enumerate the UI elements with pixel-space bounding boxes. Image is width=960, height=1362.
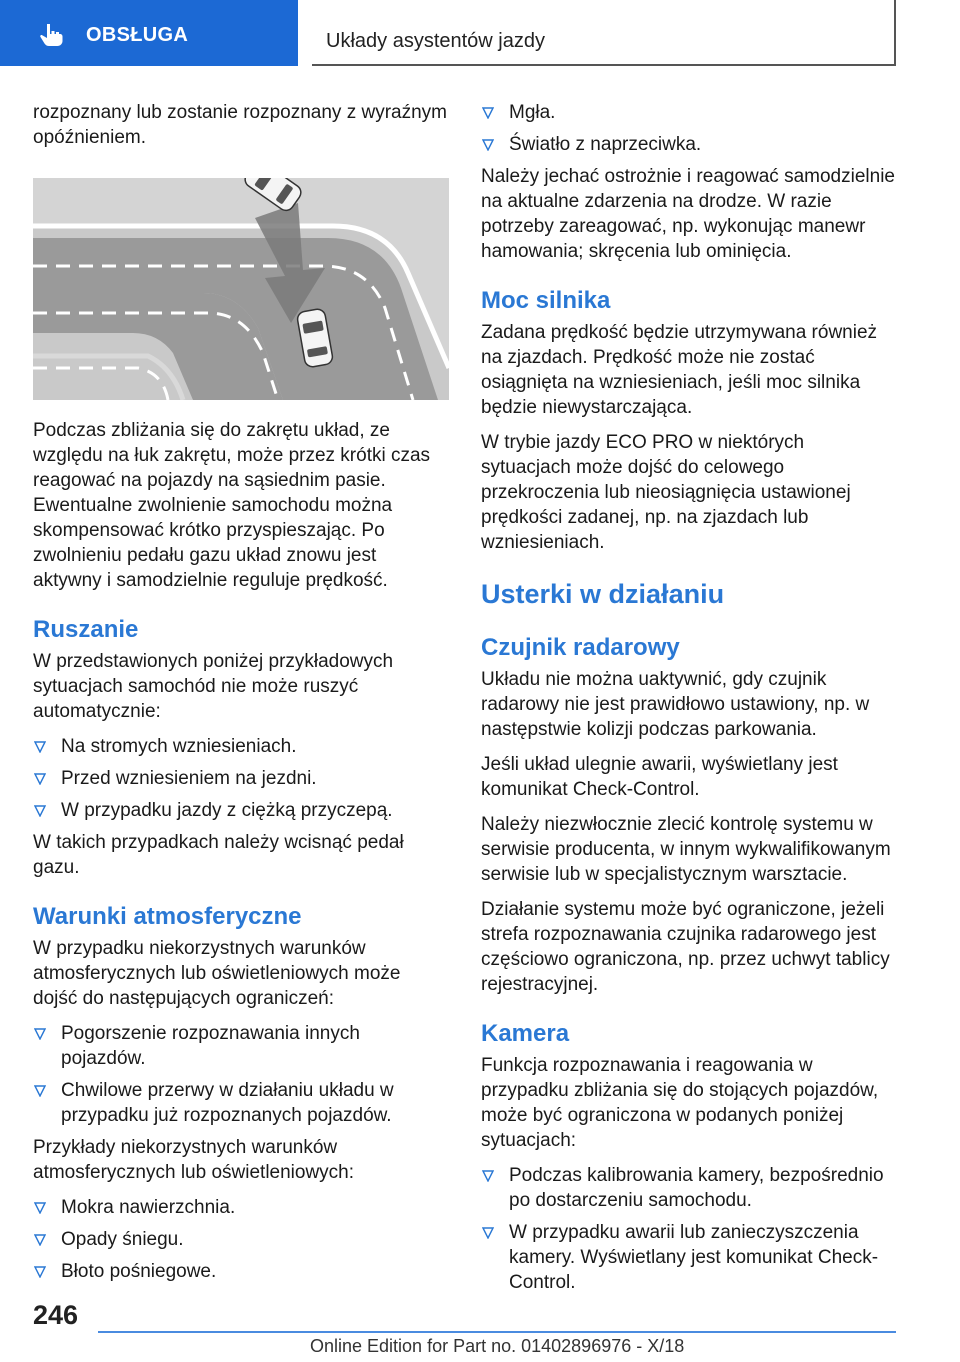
section-tab[interactable]: [0, 0, 298, 66]
triangle-bullet-icon: [34, 1266, 46, 1278]
bullet-list: [33, 734, 449, 823]
triangle-bullet-icon: [34, 1085, 46, 1097]
list-item: Światło z naprzeciwka.: [481, 132, 897, 157]
triangle-bullet-icon: [482, 1227, 494, 1239]
paragraph: W takich przypadkach należy wcisnąć pedał gazu.: [33, 832, 404, 878]
list-item: W przypadku awarii lub zanieczyszczenia kamery. Wyświetlany jest komunikat Check-Control.: [481, 1220, 897, 1295]
bullet-list: [481, 1163, 897, 1295]
curve-road-illustration: [33, 178, 449, 400]
footer-divider: [98, 1331, 896, 1333]
bullet-list: [33, 1021, 449, 1128]
bullet-list: [33, 1195, 449, 1284]
edition-note: Online Edition for Part no. 01402896976 - X/18: [310, 1336, 685, 1356]
triangle-bullet-icon: [34, 741, 46, 753]
paragraph: rozpoznany lub zostanie rozpoznany z wyraźnym opóźnieniem.: [33, 102, 447, 148]
paragraph: W przedstawionych poniżej przykładowych sytuacjach samochód nie może ruszyć automatycznie:: [33, 651, 394, 722]
heading-ruszanie: Ruszanie: [33, 616, 139, 643]
bullet-list: [481, 100, 897, 157]
paragraph: Należy jechać ostrożnie i reagować samodzielnie na aktualne zdarzenia na drodze. W razie potrzeby zareagować, np. wykonując manewr hamowania; skręcenia lub ominięcia.: [481, 166, 895, 262]
paragraph: W przypadku niekorzystnych warunków atmosferycznych lub oświetleniowych może dojść do następujących ograniczeń:: [33, 938, 401, 1009]
triangle-bullet-icon: [34, 1028, 46, 1040]
chapter-header: [312, 0, 896, 66]
triangle-bullet-icon: [34, 773, 46, 785]
paragraph: Działanie systemu może być ograniczone, jeżeli strefa rozpoznawania czujnika radarowego jest częściowo ograniczona, np. przez uchwyt tablicy rejestracyjnej.: [481, 899, 890, 995]
paragraph: Funkcja rozpoznawania i reagowania w przypadku zbliżania się do stojących pojazdów, może być ograniczona w podanych poniżej sytuacjach:: [481, 1055, 879, 1151]
paragraph: Podczas zbliżania się do zakrętu układ, ze względu na łuk zakrętu, może przez krótki czas reagować na pojazdy na sąsiednim pasie. Ewentualne zwolnienie samochodu można skompensować krótko przyspieszając. Po zwolnieniu pedału gazu układ znowu jest aktywny i samodzielnie reguluje prędkość.: [33, 420, 431, 591]
list-item: Na stromych wzniesieniach.: [33, 734, 449, 759]
paragraph: Zadana prędkość będzie utrzymywana również na zjazdach. Prędkość może nie zostać osiągnięta na wzniesieniach, jeśli moc silnika będzie niewystarczająca.: [481, 322, 878, 418]
list-item: Mokra nawierzchnia.: [33, 1195, 449, 1220]
triangle-bullet-icon: [34, 805, 46, 817]
list-item: Błoto pośniegowe.: [33, 1259, 449, 1284]
paragraph: Układu nie można uaktywnić, gdy czujnik radarowy nie jest prawidłowo ustawiony, np. w następstwie kolizji podczas parkowania.: [481, 669, 870, 740]
list-item: Mgła.: [481, 100, 897, 125]
heading-czujnik: Czujnik radarowy: [481, 634, 680, 661]
triangle-bullet-icon: [34, 1234, 46, 1246]
triangle-bullet-icon: [482, 139, 494, 151]
heading-kamera: Kamera: [481, 1020, 570, 1047]
section-label: OBSŁUGA: [86, 24, 189, 46]
hand-pointer-icon: [38, 22, 64, 48]
heading-moc-silnika: Moc silnika: [481, 287, 611, 314]
paragraph: Należy niezwłocznie zlecić kontrolę systemu w serwisie producenta, w innym wykwalifikowanym serwisie lub w specjalistycznym warsztacie.: [481, 814, 891, 885]
list-item: Chwilowe przerwy w działaniu układu w przypadku już rozpoznanych pojazdów.: [33, 1078, 449, 1128]
left-column: [33, 100, 449, 1291]
chapter-title: Układy asystentów jazdy: [326, 30, 545, 52]
list-item: Pogorszenie rozpoznawania innych pojazdów.: [33, 1021, 449, 1071]
triangle-bullet-icon: [34, 1202, 46, 1214]
list-item: Podczas kalibrowania kamery, bezpośrednio po dostarczeniu samochodu.: [481, 1163, 897, 1213]
list-item: Przed wzniesieniem na jezdni.: [33, 766, 449, 791]
list-item: Opady śniegu.: [33, 1227, 449, 1252]
paragraph: W trybie jazdy ECO PRO w niektórych sytuacjach może dojść do celowego przekroczenia lub nieosiągnięcia ustawionej prędkości zadanej, np. na zjazdach lub wzniesieniach.: [481, 432, 851, 553]
paragraph: Przykłady niekorzystnych warunków atmosferycznych lub oświetleniowych:: [33, 1137, 355, 1183]
heading-warunki: Warunki atmosferyczne: [33, 903, 302, 930]
triangle-bullet-icon: [482, 1170, 494, 1182]
heading-usterki: Usterki w działaniu: [481, 579, 725, 609]
right-column: [481, 100, 897, 1302]
page-number: 246: [33, 1300, 79, 1330]
list-item: W przypadku jazdy z ciężką przyczepą.: [33, 798, 449, 823]
triangle-bullet-icon: [482, 107, 494, 119]
paragraph: Jeśli układ ulegnie awarii, wyświetlany jest komunikat Check-Control.: [481, 754, 838, 800]
